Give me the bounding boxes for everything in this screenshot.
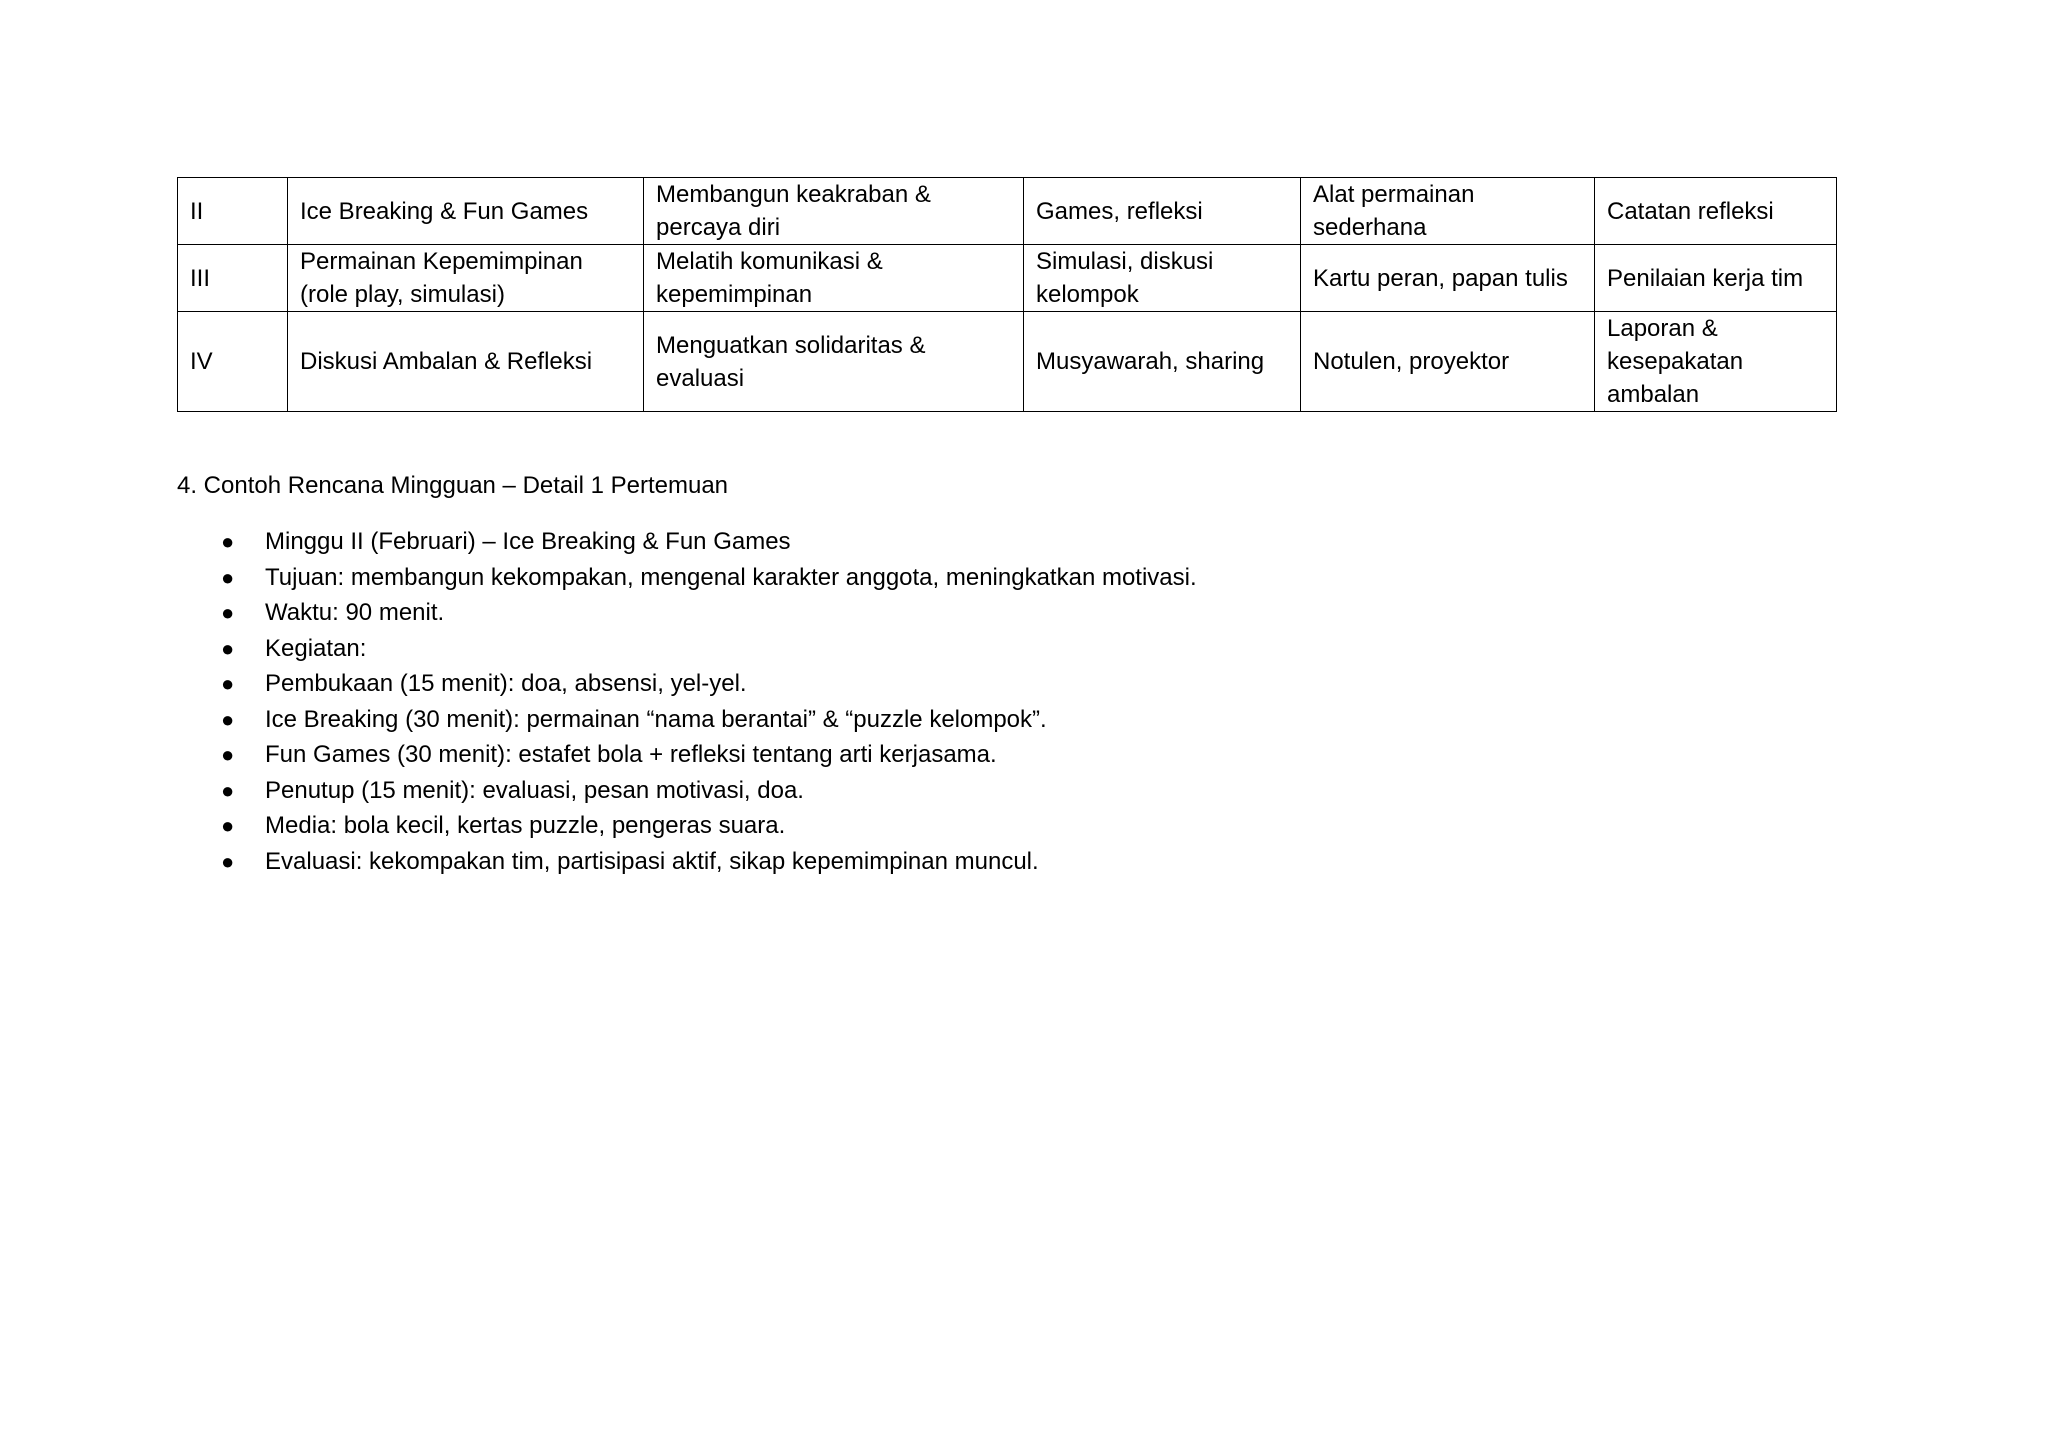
list-item-text: Media: bola kecil, kertas puzzle, pengeras suara. — [265, 812, 786, 839]
bullet-icon: ● — [221, 671, 235, 696]
list-item — [177, 666, 1197, 702]
goal-cell: Menguatkan solidaritas & evaluasi — [644, 312, 1024, 412]
list-item-text: Pembukaan (15 menit): doa, absensi, yel-yel. — [265, 670, 747, 697]
evaluation-cell: Catatan refleksi — [1595, 178, 1837, 245]
method-cell: Games, refleksi — [1024, 178, 1301, 245]
method-cell: Musyawarah, sharing — [1024, 312, 1301, 412]
activity-plan-table — [177, 177, 1837, 412]
list-item — [177, 631, 1197, 667]
list-item — [177, 560, 1197, 596]
list-item-text: Penutup (15 menit): evaluasi, pesan motivasi, doa. — [265, 776, 804, 804]
table-row — [178, 178, 1837, 245]
table-row — [178, 312, 1837, 412]
bullet-icon: ● — [221, 813, 235, 838]
evaluation-cell: Laporan & kesepakatan ambalan — [1595, 312, 1837, 412]
list-item — [177, 737, 1197, 773]
detail-bullet-list — [177, 524, 1197, 879]
list-item — [177, 808, 1197, 844]
list-item-text: Waktu: 90 menit. — [265, 599, 445, 626]
list-item — [177, 844, 1197, 880]
bullet-icon: ● — [221, 706, 235, 732]
week-cell: II — [178, 178, 288, 245]
bullet-icon: ● — [221, 777, 235, 803]
list-item-text: Ice Breaking (30 menit): permainan “nama berantai” & “puzzle kelompok”. — [265, 705, 1047, 733]
topic-cell: Permainan Kepemimpinan (role play, simulasi) — [288, 245, 644, 312]
bullet-icon: ● — [221, 635, 235, 661]
media-cell: Kartu peran, papan tulis — [1301, 245, 1595, 312]
goal-cell: Membangun keakraban & percaya diri — [644, 178, 1024, 245]
bullet-icon: ● — [221, 600, 235, 625]
media-cell: Alat permainan sederhana — [1301, 178, 1595, 245]
section-heading: 4. Contoh Rencana Mingguan – Detail 1 Pertemuan — [177, 472, 729, 499]
method-cell: Simulasi, diskusi kelompok — [1024, 245, 1301, 312]
media-cell: Notulen, proyektor — [1301, 312, 1595, 412]
list-item-text: Minggu II (Februari) – Ice Breaking & Fun Games — [265, 528, 791, 555]
bullet-icon: ● — [221, 564, 235, 590]
bullet-icon: ● — [221, 529, 235, 554]
list-item-text: Fun Games (30 menit): estafet bola + refleksi tentang arti kerjasama. — [265, 741, 997, 768]
goal-cell: Melatih komunikasi & kepemimpinan — [644, 245, 1024, 312]
list-item — [177, 702, 1197, 738]
bullet-icon: ● — [221, 742, 235, 767]
list-item — [177, 773, 1197, 809]
week-cell: III — [178, 245, 288, 312]
list-item-text: Kegiatan: — [265, 634, 367, 662]
table-row — [178, 245, 1837, 312]
evaluation-cell: Penilaian kerja tim — [1595, 245, 1837, 312]
list-item — [177, 524, 1197, 560]
list-item-text: Evaluasi: kekompakan tim, partisipasi aktif, sikap kepemimpinan muncul. — [265, 847, 1039, 875]
week-cell: IV — [178, 312, 288, 412]
list-item — [177, 595, 1197, 631]
bullet-icon: ● — [221, 848, 235, 874]
topic-cell: Ice Breaking & Fun Games — [288, 178, 644, 245]
topic-cell: Diskusi Ambalan & Refleksi — [288, 312, 644, 412]
list-item-text: Tujuan: membangun kekompakan, mengenal karakter anggota, meningkatkan motivasi. — [265, 563, 1197, 591]
